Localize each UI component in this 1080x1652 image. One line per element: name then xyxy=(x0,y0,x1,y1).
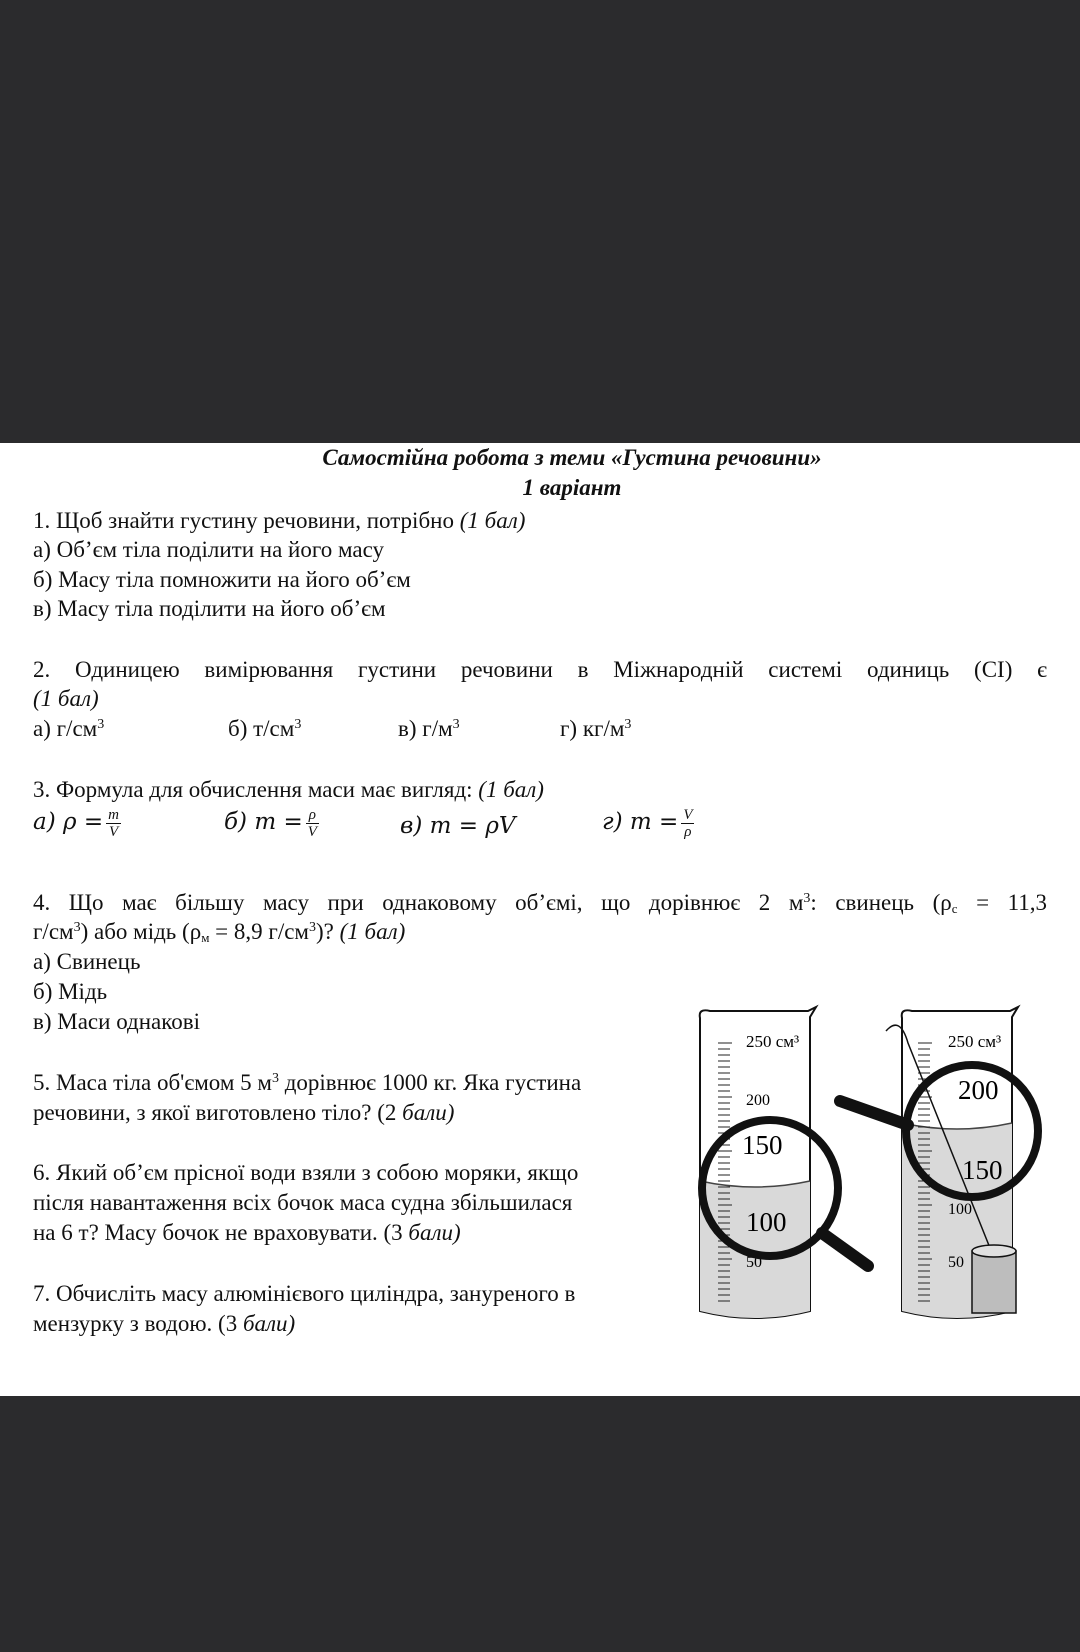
left-mark-150-magnified: 150 xyxy=(742,1130,783,1160)
q1-option-c: в) Масу тіла поділити на його об’єм xyxy=(33,596,386,621)
right-magnifier-handle xyxy=(840,1101,908,1125)
left-measuring-cylinder xyxy=(700,1007,868,1318)
q6-question-line1: 6. Який об’єм прісної води взяли з собою моряки, якщо xyxy=(33,1160,579,1185)
q4-question-line1: 4. Що має більшу масу при однаковому об’ємі, що дорівнює 2 $м^3$: свинець ($\rho_с = 11,3$ xyxy=(33,890,1048,916)
q3-option-c: в) m = ρV xyxy=(400,813,516,839)
left-cylinder-top-label: 250 см³ xyxy=(746,1032,800,1051)
q6-question-line2: після навантаження всіх бочок маса судна збільшилася xyxy=(33,1190,573,1215)
right-mark-100: 100 xyxy=(948,1201,972,1218)
aluminium-cylinder xyxy=(972,1251,1016,1313)
bottom-dark-margin xyxy=(0,1396,1080,1652)
q4-option-a: а) Свинець xyxy=(33,949,141,974)
q2-question-line1: 2. Одиницею вимірювання густини речовини в Міжнародній системі одиниць (СІ) є xyxy=(33,657,1047,682)
variant-label: 1 варіант xyxy=(522,475,622,500)
q3-option-d: г) m = $\frac{V}{\rho}$ xyxy=(602,807,693,840)
q3-question: 3. Формула для обчислення маси має вигляд: (1 бал) xyxy=(33,777,544,802)
q2-option-a: а) $г/см^3$ xyxy=(33,716,105,741)
q2-option-c: в) $г/м^3$ xyxy=(398,716,460,741)
fraction-m-over-v: $\frac{m}{V}$ xyxy=(108,807,119,840)
q7-question-line2: мензурку з водою. (3 бали) xyxy=(33,1311,296,1336)
right-mark-150-magnified: 150 xyxy=(962,1155,1003,1185)
left-magnifier-handle xyxy=(822,1233,868,1266)
q2-option-b: б) $т/см^3$ xyxy=(228,716,302,741)
q6-question-line3: на 6 т? Масу бочок не враховувати. (3 бали) xyxy=(33,1220,461,1245)
fraction-v-over-rho: $\frac{V}{\rho}$ xyxy=(683,807,693,840)
left-mark-100-magnified: 100 xyxy=(746,1207,787,1237)
q2-option-d: г) $кг/м^3$ xyxy=(560,716,632,741)
q5-question-line1: 5. Маса тіла об'ємом 5 $м^3$ дорівнює 1000 кг. Яка густина xyxy=(33,1070,582,1095)
q1-option-a: а) Об’єм тіла поділити на його масу xyxy=(33,537,384,562)
q4-question-line2: $г/см^3$) або мідь ($\rho_м = 8,9$ $г/см^3$)? (1 бал) xyxy=(33,919,406,945)
measuring-cylinders-figure xyxy=(690,1003,1060,1333)
q5-question-line2: речовини, з якої виготовлено тіло? (2 бали) xyxy=(33,1100,455,1125)
right-mark-200-magnified: 200 xyxy=(958,1075,999,1105)
left-mark-50: 50 xyxy=(746,1254,762,1271)
q1-question: 1. Щоб знайти густину речовини, потрібно (1 бал) xyxy=(33,508,526,533)
page-title: Самостійна робота з теми «Густина речовини» xyxy=(322,445,822,470)
top-dark-margin xyxy=(0,0,1080,443)
worksheet-page xyxy=(0,443,1080,1396)
left-mark-200: 200 xyxy=(746,1092,770,1109)
right-cylinder-top-label: 250 см³ xyxy=(948,1032,1002,1051)
q2-points: (1 бал) xyxy=(33,686,99,711)
q3-option-b: б) m = $\frac{\rho}{V}$ xyxy=(224,807,317,840)
q1-option-b: б) Масу тіла помножити на його об’єм xyxy=(33,567,411,592)
q4-option-c: в) Маси однакові xyxy=(33,1009,201,1034)
q7-question-line1: 7. Обчисліть масу алюмінієвого циліндра, зануреного в xyxy=(33,1281,576,1306)
q3-option-a: а) ρ = $\frac{m}{V}$ xyxy=(33,807,119,840)
fraction-rho-over-v: $\frac{\rho}{V}$ xyxy=(307,807,317,840)
right-mark-50: 50 xyxy=(948,1254,964,1271)
q4-option-b: б) Мідь xyxy=(33,979,108,1004)
